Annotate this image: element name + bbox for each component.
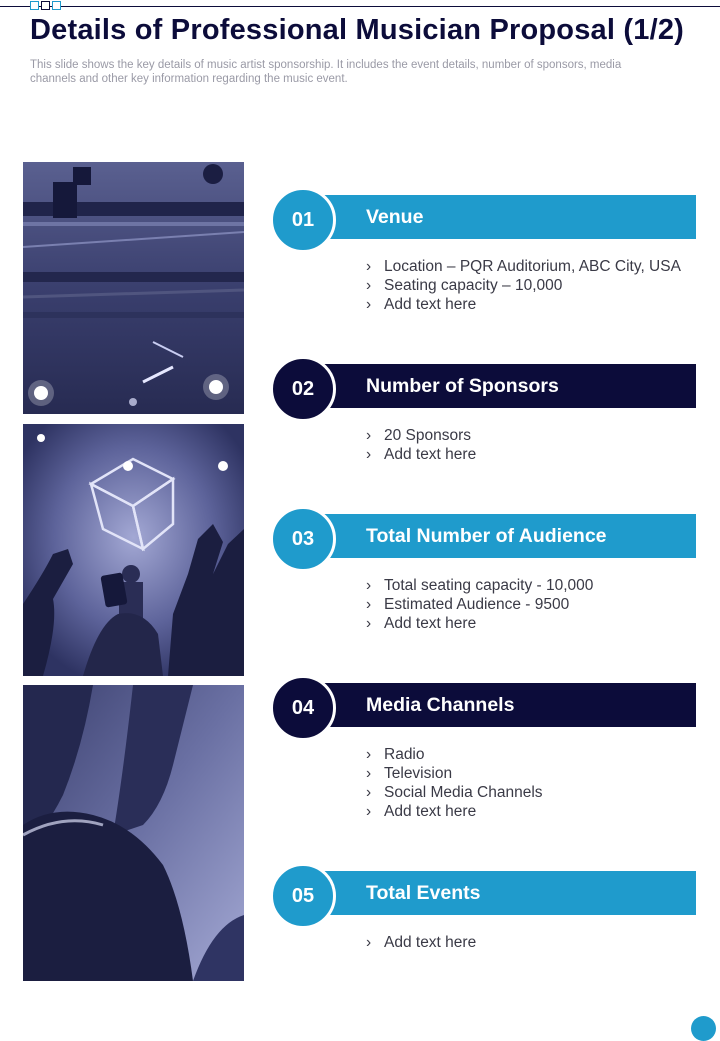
list-item: › Add text here <box>366 934 477 951</box>
top-rule <box>0 6 720 7</box>
list-item: › Radio <box>366 746 425 763</box>
section-header-bar: Total Number of Audience <box>315 514 696 558</box>
list-item: › Estimated Audience - 9500 <box>366 596 570 613</box>
list-item: › 20 Sponsors <box>366 427 472 444</box>
page-subtitle: This slide shows the key details of music artist sponsorship. It includes the event details, number of sponsors, media channels and other key information regarding the music event. <box>30 59 622 85</box>
tab-marker <box>41 1 50 10</box>
section-item-list <box>366 933 476 952</box>
concert-photo-audience <box>23 685 244 981</box>
section-item-list <box>366 257 681 314</box>
page-title: Details of Professional Musician Proposal (1/2) <box>30 14 685 46</box>
list-item: › Add text here <box>366 296 477 313</box>
tab-marker <box>30 1 39 10</box>
slide-tab-markers <box>30 1 61 10</box>
section-item-list <box>366 576 593 633</box>
list-item: › Television <box>366 765 453 782</box>
section-number-badge: 04 <box>270 675 336 741</box>
list-item: › Social Media Channels <box>366 784 543 801</box>
section-header-bar: Total Events <box>315 871 696 915</box>
tab-marker <box>52 1 61 10</box>
section-header-bar: Venue <box>315 195 696 239</box>
list-item: › Add text here <box>366 615 477 632</box>
concert-photo-stage-lights <box>23 162 244 414</box>
section-number-badge: 02 <box>270 356 336 422</box>
list-item: › Seating capacity – 10,000 <box>366 277 563 294</box>
page-corner-dot <box>691 1016 716 1041</box>
section-number-badge: 05 <box>270 863 336 929</box>
list-item: › Add text here <box>366 446 477 463</box>
section-number-badge: 01 <box>270 187 336 253</box>
section-header-bar: Media Channels <box>315 683 696 727</box>
list-item: › Add text here <box>366 803 477 820</box>
section-item-list <box>366 745 543 821</box>
section-number-badge: 03 <box>270 506 336 572</box>
list-item: › Location – PQR Auditorium, ABC City, USA <box>366 258 681 275</box>
concert-photo-crowd-stage <box>23 424 244 676</box>
section-item-list <box>366 426 476 464</box>
list-item: › Total seating capacity - 10,000 <box>366 577 594 594</box>
section-header-bar: Number of Sponsors <box>315 364 696 408</box>
